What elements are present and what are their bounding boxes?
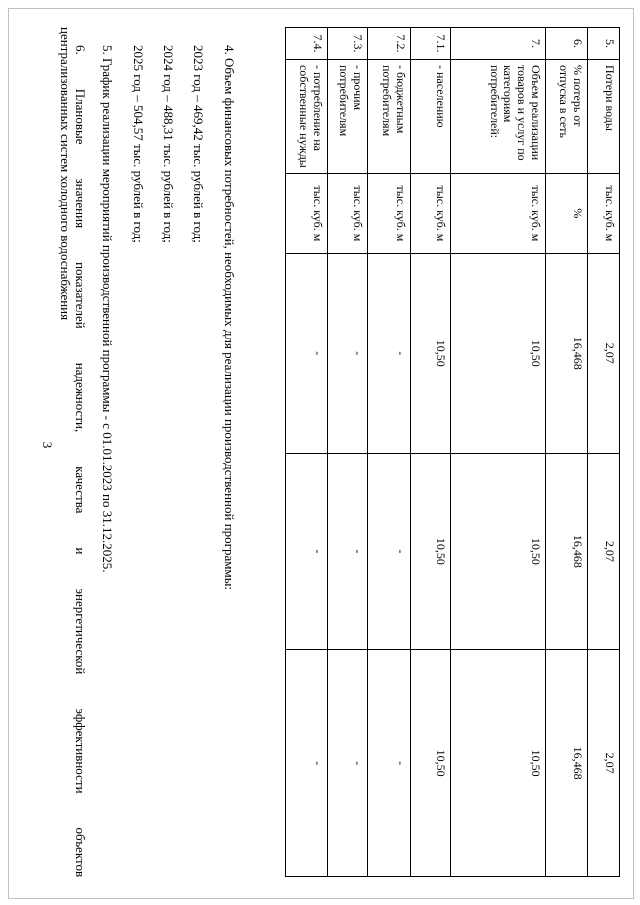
row-number: 5.: [588, 28, 620, 60]
value-2024: 16,468: [546, 453, 588, 650]
year-2023-line: 2023 год – 469,42 тыс. рублей в год;: [191, 45, 206, 243]
table-row: [328, 28, 368, 877]
unit-cell: тыс. куб. м: [451, 173, 546, 253]
production-table: [285, 27, 620, 877]
value-2023: 10,50: [411, 253, 451, 453]
indicator-name: Объем реализации товаров и услуг по категориям потребителей:: [451, 59, 546, 173]
value-2025: 2,07: [588, 650, 620, 877]
value-2024: 2,07: [588, 453, 620, 650]
unit-cell: %: [546, 173, 588, 253]
table-row: [451, 28, 546, 877]
row-number: 7.3.: [328, 28, 368, 60]
table-body: [286, 28, 620, 877]
page-number: 3: [40, 441, 55, 449]
table-row: [588, 28, 620, 877]
value-2025: 10,50: [451, 650, 546, 877]
value-2024: 10,50: [411, 453, 451, 650]
value-2024: -: [368, 453, 411, 650]
row-number: 7.4.: [286, 28, 328, 60]
indicator-name: - бюджетным потребителям: [368, 59, 411, 173]
value-2025: 16,468: [546, 650, 588, 877]
row-number: 6.: [546, 28, 588, 60]
year-2025-line: 2025 год – 504,57 тыс. рублей в год;: [131, 45, 146, 243]
value-2024: -: [328, 453, 368, 650]
value-2023: -: [328, 253, 368, 453]
value-2023: 2,07: [588, 253, 620, 453]
table-row: [411, 28, 451, 877]
unit-cell: тыс. куб. м: [328, 173, 368, 253]
indicator-name: - населению: [411, 59, 451, 173]
unit-cell: тыс. куб. м: [286, 173, 328, 253]
value-2024: 10,50: [451, 453, 546, 650]
unit-cell: тыс. куб. м: [588, 173, 620, 253]
table-row: [368, 28, 411, 877]
row-number: 7.1.: [411, 28, 451, 60]
row-number: 7.2.: [368, 28, 411, 60]
value-2023: 16,468: [546, 253, 588, 453]
schedule-heading: 5. График реализации мероприятий производственной программы - с 01.01.2023 по 31.12.2025.: [100, 45, 115, 573]
indicator-name: Потери воды: [588, 59, 620, 173]
value-2024: -: [286, 453, 328, 650]
value-2025: -: [328, 650, 368, 877]
value-2025: 10,50: [411, 650, 451, 877]
rotated-page-content: [60, 27, 620, 877]
year-2024-line: 2024 год – 488,31 тыс. рублей в год;: [161, 45, 176, 243]
indicator-name: - прочим потребителям: [328, 59, 368, 173]
table-row: [286, 28, 328, 877]
value-2023: -: [368, 253, 411, 453]
financial-needs-heading: 4. Объем финансовых потребностей, необходимых для реализации производственной программы:: [222, 45, 237, 591]
value-2025: -: [368, 650, 411, 877]
table-row: [546, 28, 588, 877]
indicators-heading-line2: централизованных систем холодного водоснабжения: [58, 27, 73, 321]
value-2023: 10,50: [451, 253, 546, 453]
indicator-name: - потребление на собственные нужды: [286, 59, 328, 173]
value-2023: -: [286, 253, 328, 453]
value-2025: -: [286, 650, 328, 877]
indicator-name: % потерь от отпуска в сеть: [546, 59, 588, 173]
unit-cell: тыс. куб. м: [411, 173, 451, 253]
unit-cell: тыс. куб. м: [368, 173, 411, 253]
row-number: 7.: [451, 28, 546, 60]
indicators-heading-line1: 6. Плановые значения показателей надежности, качества и энергетической эффективности объектов: [73, 45, 88, 878]
